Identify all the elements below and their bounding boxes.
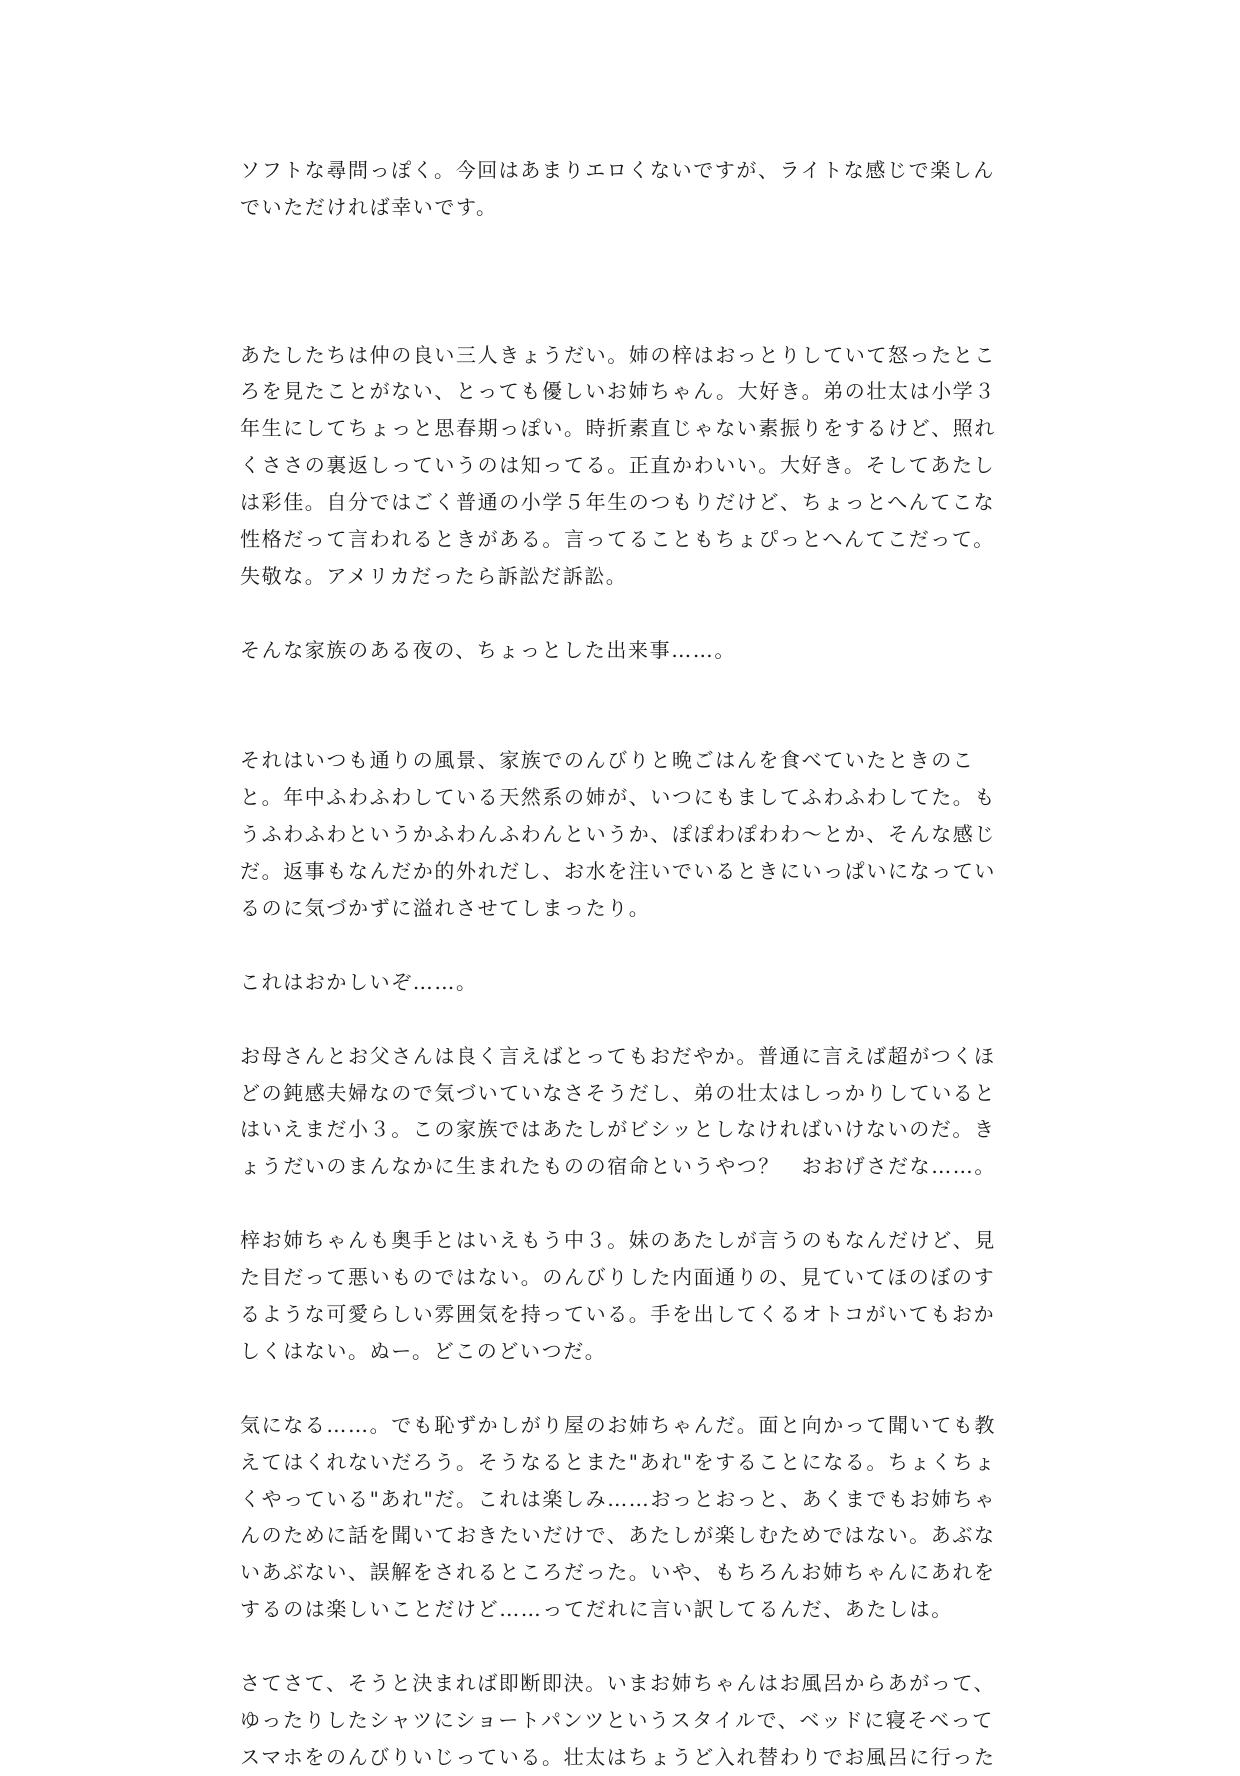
paragraph-spacer [240,226,1010,337]
paragraph-intro-siblings: あたしたちは仲の良い三人きょうだい。姉の梓はおっとりしていて怒ったところを見たことがない、とっても優しいお姉ちゃん。大好き。弟の壮太は小学３年生にしてちょっと思春期っぽい。時折素直じゃない素振りをするけど、照れくささの裏返しっていうのは知ってる。正直かわいい。大好き。そしてあたしは彩佳。自分ではごく普通の小学５年生のつもりだけど、ちょっとへんてこな性格だって言われるときがある。言ってることもちょぴっとへんてこだって。失敬な。アメリカだったら訴訟だ訴訟。 [240,342,996,588]
paragraph-curiosity: 気になる……。でも恥ずかしがり屋のお姉ちゃんだ。面と向かって聞いても教えてはくれないだろう。そうなるとまた"あれ"をすることになる。ちょくちょくやっている"あれ"だ。これは楽しみ……おっとおっと、あくまでもお姉ちゃんのために話を聞いておきたいだけで、あたしが楽しむためではない。あぶないあぶない、誤解をされるところだった。いや、もちろんお姉ちゃんにあれをするのは楽しいことだけど……ってだれに言い訳してるんだ、あたしは。 [240,1412,996,1622]
author-note: ソフトな尋問っぽく。今回はあまりエロくないですが、ライトな感じで楽しんでいただければ幸いです。 [240,158,995,219]
body-text [240,152,1010,1776]
paragraph-spacer [240,1370,1010,1407]
paragraph-spacer [240,595,1010,632]
paragraph-spacer [240,927,1010,964]
paragraph-spacer [240,1001,1010,1038]
paragraph-lead-in: そんな家族のある夜の、ちょっとした出来事……。 [240,637,736,662]
paragraph-parents: お母さんとお父さんは良く言えばとってもおだやか。普通に言えば超がつくほどの鈍感夫婦なので気づいていなさそうだし、弟の壮太はしっかりしているとはいえまだ小３。この家族ではあたしがビシッとしなければいけないのだ。きょうだいのまんなかに生まれたものの宿命というやつ？ おおげさだな……。 [240,1043,996,1179]
paragraph-spacer [240,669,1010,743]
paragraph-suspicion: これはおかしいぞ……。 [240,969,478,994]
paragraph-spacer [240,1185,1010,1222]
paragraph-decision: さてさて、そうと決まれば即断即決。いまお姉ちゃんはお風呂からあがって、ゆったりしたシャツにショートパンツというスタイルで、ベッドに寝そべってスマホをのんびりいじっている。壮太はちょうど入れ替わりでお風呂に行った [240,1671,996,1769]
paragraph-dinner-scene: それはいつも通りの風景、家族でのんびりと晩ごはんを食べていたときのこと。年中ふわふわしている天然系の姉が、いつにもましてふわふわしてた。もうふわふわというかふわんふわんというか、ぽぽわぽわわ～とか、そんな感じだ。返事もなんだか的外れだし、お水を注いでいるときにいっぱいになっているのに気づかずに溢れさせてしまったり。 [240,748,996,921]
paragraph-sister: 梓お姉ちゃんも奥手とはいえもう中３。妹のあたしが言うのもなんだけど、見た目だって悪いものではない。のんびりした内面通りの、見ていてほのぼのするような可愛らしい雰囲気を持っている。手を出してくるオトコがいてもおかしくはない。ぬー。どこのどいつだ。 [240,1228,996,1363]
paragraph-spacer [240,1628,1010,1665]
